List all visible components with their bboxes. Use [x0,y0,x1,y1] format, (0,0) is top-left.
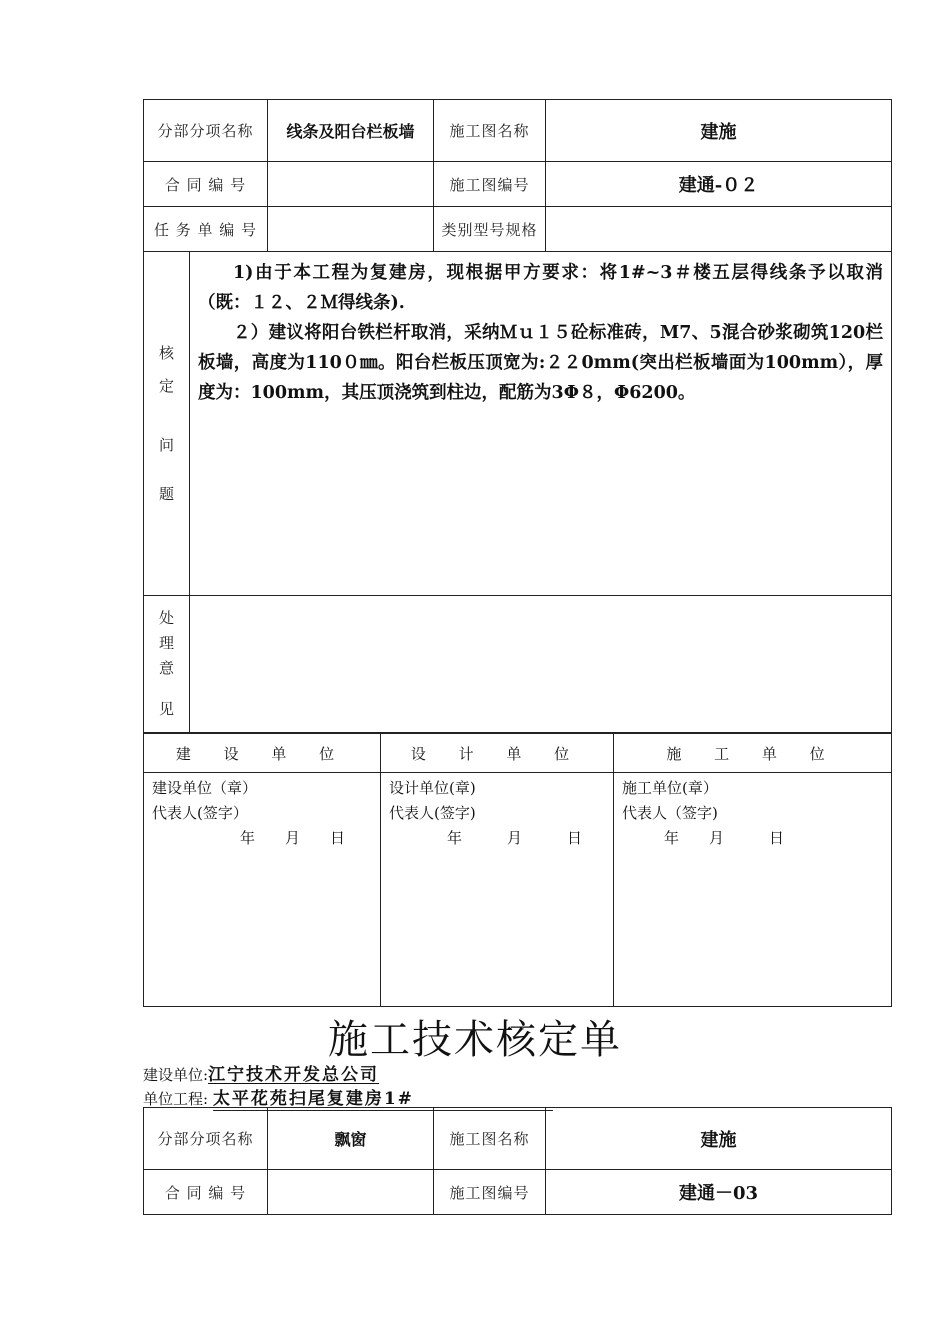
form2-drawing-no-label: 施工图编号 [434,1170,546,1215]
form2-part-name-value: 飘窗 [268,1108,434,1170]
opinion-label: 处 理 意 见 [144,596,190,733]
contractor-date-label: 年 月 日 [664,829,785,847]
form2-contract-no-value [268,1170,434,1215]
form2-contract-no-label: 合 同 编 号 [144,1170,268,1215]
spec-label: 类别型号规格 [434,207,546,252]
drawing-no-value: 建通-０２ [546,162,892,207]
sign-header-contractor: 施 工 单 位 [614,734,892,773]
builder-label: 建设单位: [143,1066,209,1084]
contractor-seal-label: 施工单位(章） [622,779,718,797]
form2-header-table [143,1107,892,1215]
project-label: 单位工程: [143,1090,209,1108]
sign-header-owner: 建 设 单 位 [144,734,381,773]
contractor-rep-label: 代表人（签字) [622,804,718,822]
sign-owner-cell [144,773,381,1007]
issue-paragraph-2: ２）建议将阳台铁栏杆取消，采纳Ｍｕ１５砼标准砖，M7、5混合砂浆砌筑120栏板墙，高度为110０㎜。阳台栏板压顶宽为:２２0mm(突出栏板墙面为100mm），厚度为：100mm，其压顶浇筑到柱边，配筋为3Φ８，Φ6200。 [198,323,883,403]
owner-rep-label: 代表人(签字） [152,804,248,822]
drawing-name-label: 施工图名称 [434,100,546,162]
form1-header-table [143,99,892,252]
issue-label: 核 定 问 题 [144,252,190,596]
owner-seal-label: 建设单位（章） [152,779,258,797]
project-value: 太平花苑扫尾复建房1# [213,1084,553,1111]
sign-contractor-cell [614,773,892,1007]
opinion-content [190,596,892,733]
signature-table [143,733,892,1007]
form2-drawing-no-value: 建通－03 [546,1170,892,1215]
drawing-name-value: 建施 [546,100,892,162]
drawing-no-label: 施工图编号 [434,162,546,207]
design-seal-label: 设计单位(章) [389,779,476,797]
contract-no-value [268,162,434,207]
design-rep-label: 代表人(签字) [389,804,476,822]
spec-value [546,207,892,252]
task-no-label: 任 务 单 编 号 [144,207,268,252]
task-no-value [268,207,434,252]
contract-no-label: 合 同 编 号 [144,162,268,207]
builder-value: 江宁技术开发总公司 [208,1065,380,1085]
form2-part-name-label: 分部分项名称 [144,1108,268,1170]
design-date-label: 年 月 日 [447,829,583,847]
builder-line [143,1060,379,1085]
owner-date-label: 年 月 日 [240,829,346,847]
form2-drawing-name-value: 建施 [546,1108,892,1170]
issue-content [190,252,892,596]
form1-body-table [143,251,892,733]
sign-header-design: 设 计 单 位 [381,734,614,773]
form2-drawing-name-label: 施工图名称 [434,1108,546,1170]
form2-title: 施工技术核定单 [328,1017,622,1063]
part-name-label: 分部分项名称 [144,100,268,162]
part-name-value: 线条及阳台栏板墙 [268,100,434,162]
issue-paragraph-1: 1)由于本工程为复建房，现根据甲方要求：将1#~3＃楼五层得线条予以取消（既：１２、２Ｍ得线条). [198,263,883,313]
sign-design-cell [381,773,614,1007]
